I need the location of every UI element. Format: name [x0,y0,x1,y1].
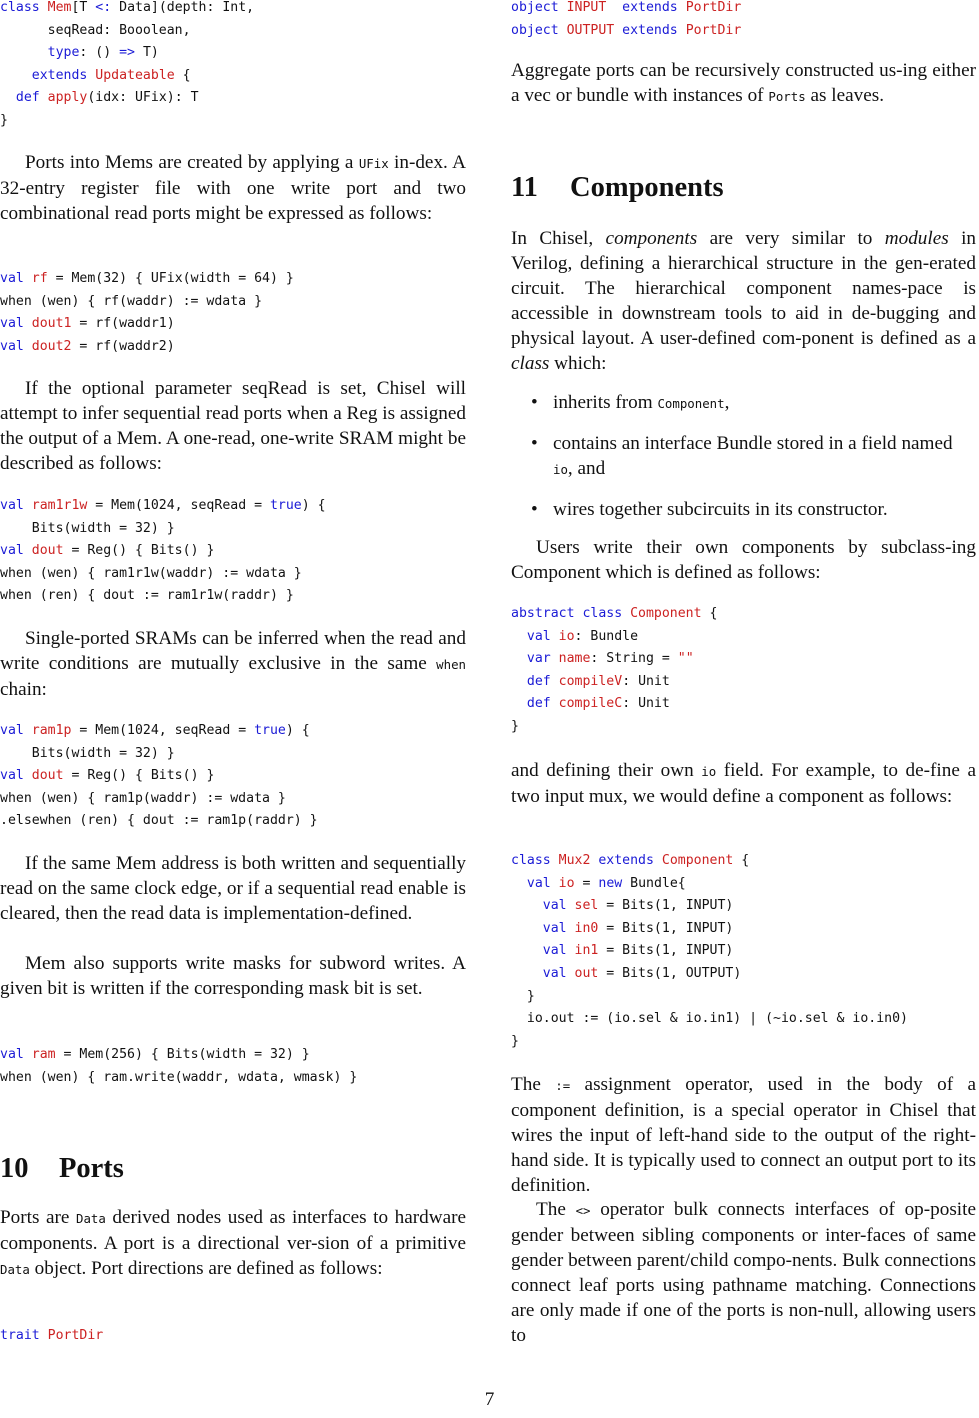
code-block-mem-class [0,0,254,133]
code-line: } [0,112,8,128]
code-line: val dout = Reg() { Bits() } [0,543,215,559]
code-block-ram1p [0,720,318,833]
code-line: when (wen) { ram1p(waddr) := wdata } [0,790,286,806]
inline-code: io [553,461,568,477]
code-line: abstract class Component { [511,606,718,621]
code-line: seqRead: Booolean, [0,22,191,38]
para-components: In Chisel, components are very similar to modules in Verilog, defining a hierarchical structure in the gen-erated circuit. The hierarchical component names-pace is accessible in downstream tools to aid in de-bugging and physical layout. A user-defined com-ponent is defined as a class which: [511,228,976,374]
emphasis: class [511,352,550,374]
code-line: val rf = Mem(32) { UFix(width = 64) } [0,271,294,286]
inline-code: when [436,656,466,672]
code-keyword: val [542,943,575,959]
para-write-masks: Mem also supports write masks for subword writes. A given bit is written if the corresponding mask bit is set. [0,953,466,999]
code-keyword: extends [598,853,662,868]
code-identifier: compileV [558,673,623,689]
para-ports-into-mems: Ports into Mems are created by applying a UFix in-dex. A 32-entry register file with one write port and two combinational read ports might be expressed as follows: [0,152,466,224]
code-line: Bits(width = 32) } [0,745,175,761]
para-same-address: If the same Mem address is both written and sequentially read on the same clock edge, or if a sequential read enable is cleared, then the read data is implementation-defined. [0,853,466,924]
inline-code: Component [657,396,725,411]
code-identifier: INPUT [566,0,607,15]
code-line: val out = Bits(1, OUTPUT) [542,965,742,981]
code-keyword: val [0,338,32,354]
code-line: extends Updateable { [31,67,191,83]
code-identifier: Component [630,606,702,621]
code-line: when (ren) { dout := ram1r1w(raddr) } [0,588,294,604]
code-line: val dout = Reg() { Bits() } [0,768,215,784]
code-line: def apply(idx: UFix): T [15,90,199,106]
code-identifier: Mem [47,0,72,15]
code-identifier: PortDir [685,22,742,38]
para-assign-operator: The := assignment operator, used in the body of a component definition, is a special operator in Chisel that wires the input of left-hand side to the output of the right-hand side. It is typically used to connect an output port to its definition. [511,1074,976,1196]
code-identifier: apply [47,90,88,106]
para-users-write: Users write their own components by subclass-ing Component which is defined as follows: [511,537,976,583]
inline-code: Data [75,1211,106,1226]
code-keyword: => [119,45,135,61]
code-identifier: PortDir [47,1328,104,1343]
code-identifier: compileC [558,696,623,712]
code-keyword: val [526,628,559,644]
code-keyword: new [598,875,631,891]
code-line: when (wen) { rf(waddr) := wdata } [0,293,263,309]
para-single-ported: Single-ported SRAMs can be inferred when the read and write conditions are mutually exclusive in the same when chain: [0,628,466,700]
code-keyword: val [0,316,32,332]
code-line: val dout1 = rf(waddr1) [0,316,175,332]
code-identifier: dout1 [31,316,72,332]
code-block-component [511,603,717,739]
code-line: when (wen) { ram.write(waddr, wdata, wmask) } [0,1069,358,1085]
code-identifier: ram1p [31,723,72,738]
code-block-ram [0,1044,357,1089]
code-keyword: object [511,0,567,15]
code-identifier: dout [31,768,64,784]
code-keyword: val [0,768,32,784]
code-identifier: OUTPUT [566,22,615,38]
code-keyword: def [526,696,559,712]
code-identifier: io [558,628,575,644]
code-keyword: val [542,920,575,936]
code-keyword: val [0,1047,32,1062]
section-title: Components [570,172,724,203]
code-block-regfile [0,268,294,358]
inline-code: := [555,1078,571,1093]
code-keyword: var [526,651,559,667]
code-keyword: extends [622,0,686,15]
code-identifier: "" [677,651,694,667]
code-line: val ram1p = Mem(1024, seqRead = true) { [0,723,310,738]
code-identifier: name [558,651,591,667]
list-item: • wires together subcircuits in its constructor. [511,498,976,523]
code-line: } [511,988,535,1004]
code-line: .elsewhen (ren) { dout := ram1p(raddr) } [0,813,318,829]
inline-code: Ports [768,88,806,104]
code-line: val sel = Bits(1, INPUT) [542,898,734,914]
inline-code: Data [0,1261,30,1277]
code-line: val ram = Mem(256) { Bits(width = 32) } [0,1047,310,1062]
code-keyword: val [0,498,32,513]
code-identifier: io [558,875,575,891]
code-identifier: rf [31,271,48,286]
code-line: } [511,718,519,734]
bullet-icon: • [531,432,538,454]
code-keyword: abstract [511,606,583,621]
code-keyword: val [542,898,575,914]
code-line [511,20,741,43]
section-heading-ports [0,1152,124,1186]
code-line: val ram1r1w = Mem(1024, seqRead = true) { [0,498,326,513]
code-identifier: out [574,965,599,981]
list-item: • inherits from Component, [511,391,976,417]
code-keyword: <: [95,0,112,15]
code-keyword: true [254,723,286,738]
code-identifier: ram [31,1047,56,1062]
para-defining-io: and defining their own io field. For example, to de-fine a two input mux, we would define a component as follows: [511,760,976,807]
section-number: 10 [0,1153,29,1184]
code-line: val dout2 = rf(waddr2) [0,338,175,354]
code-line [0,1325,103,1348]
code-line: class Mem[T <: Data](depth: Int, [0,0,255,15]
code-keyword: class [582,606,631,621]
para-ports: Ports are Data derived nodes used as interfaces to hardware components. A port is a directional ver-sion of a primitive Data object. Port directions are defined as follows: [0,1207,466,1279]
bullet-icon: • [531,392,538,413]
code-keyword: def [15,90,48,106]
para-seqread: If the optional parameter seqRead is set, Chisel will attempt to infer sequential read ports when a Reg is assigned the output of a Mem. A one-read, one-write SRAM might be described as follows: [0,378,466,474]
code-identifier: sel [574,898,599,914]
code-identifier: dout [31,543,64,559]
code-identifier: Component [661,853,734,868]
code-line: val io = new Bundle{ [526,875,686,891]
code-identifier: PortDir [685,0,742,15]
code-identifier: ram1r1w [31,498,88,513]
component-requirements-list [511,391,976,523]
code-line: def compileV: Unit [526,673,670,689]
section-title: Ports [59,1153,124,1184]
code-line: type: () => T) [47,45,159,61]
code-block-portdir [0,1325,103,1348]
para-aggregate-ports: Aggregate ports can be recursively constructed us-ing either a vec or bundle with instances of Ports as leaves. [511,60,976,106]
code-line: when (wen) { ram1r1w(waddr) := wdata } [0,565,302,581]
emphasis: modules [884,228,949,249]
code-keyword: true [269,498,302,513]
code-keyword: class [0,0,48,15]
code-keyword: trait [0,1328,48,1343]
para-bulk-connect: The <> operator bulk connects interfaces of op-posite gender between sibling components or inter-faces of same gender between parent/child compo-nents. Bulk connections connect leaf ports using pathname matching. Connections are only made if one of the ports is non-null, allowing users to [511,1199,976,1346]
code-line: class Mux2 extends Component { [511,853,750,868]
code-keyword: object [511,22,567,38]
code-keyword: class [511,853,559,868]
code-line [511,0,741,20]
list-item: • contains an interface Bundle stored in a field named io, and [531,432,953,479]
section-heading-components [511,171,724,205]
code-line: val in1 = Bits(1, INPUT) [542,943,734,959]
code-identifier: in1 [574,943,599,959]
code-line: var name: String = "" [526,651,694,667]
code-line: } [511,1033,519,1049]
code-keyword: def [526,673,559,689]
code-line: val io: Bundle [526,628,639,644]
code-identifier: in0 [574,920,599,936]
code-identifier: Mux2 [558,853,591,868]
code-keyword: val [542,965,575,981]
code-keyword: extends [622,22,686,38]
emphasis: components [605,228,698,249]
code-block-ram1r1w [0,495,326,608]
code-keyword: extends [31,67,96,83]
inline-code: <> [575,1203,591,1218]
code-keyword: val [0,543,32,559]
code-block-port-objects [511,0,741,42]
section-number: 11 [511,172,538,203]
code-line: Bits(width = 32) } [0,520,175,536]
code-line: val in0 = Bits(1, INPUT) [542,920,734,936]
bullet-icon: • [531,498,538,520]
code-keyword: val [0,271,32,286]
inline-code: io [701,764,717,779]
code-keyword: val [526,875,559,891]
code-identifier: dout2 [31,338,72,354]
code-line: io.out := (io.sel & io.in1) | (~io.sel & io.in0) [511,1011,908,1027]
code-keyword: type [47,45,80,61]
code-identifier: Updateable [95,67,175,83]
code-keyword: val [0,723,32,738]
inline-code: UFix [358,156,389,171]
page-number: 7 [484,1389,495,1410]
code-block-mux2 [511,850,908,1053]
code-line: def compileC: Unit [526,696,670,712]
